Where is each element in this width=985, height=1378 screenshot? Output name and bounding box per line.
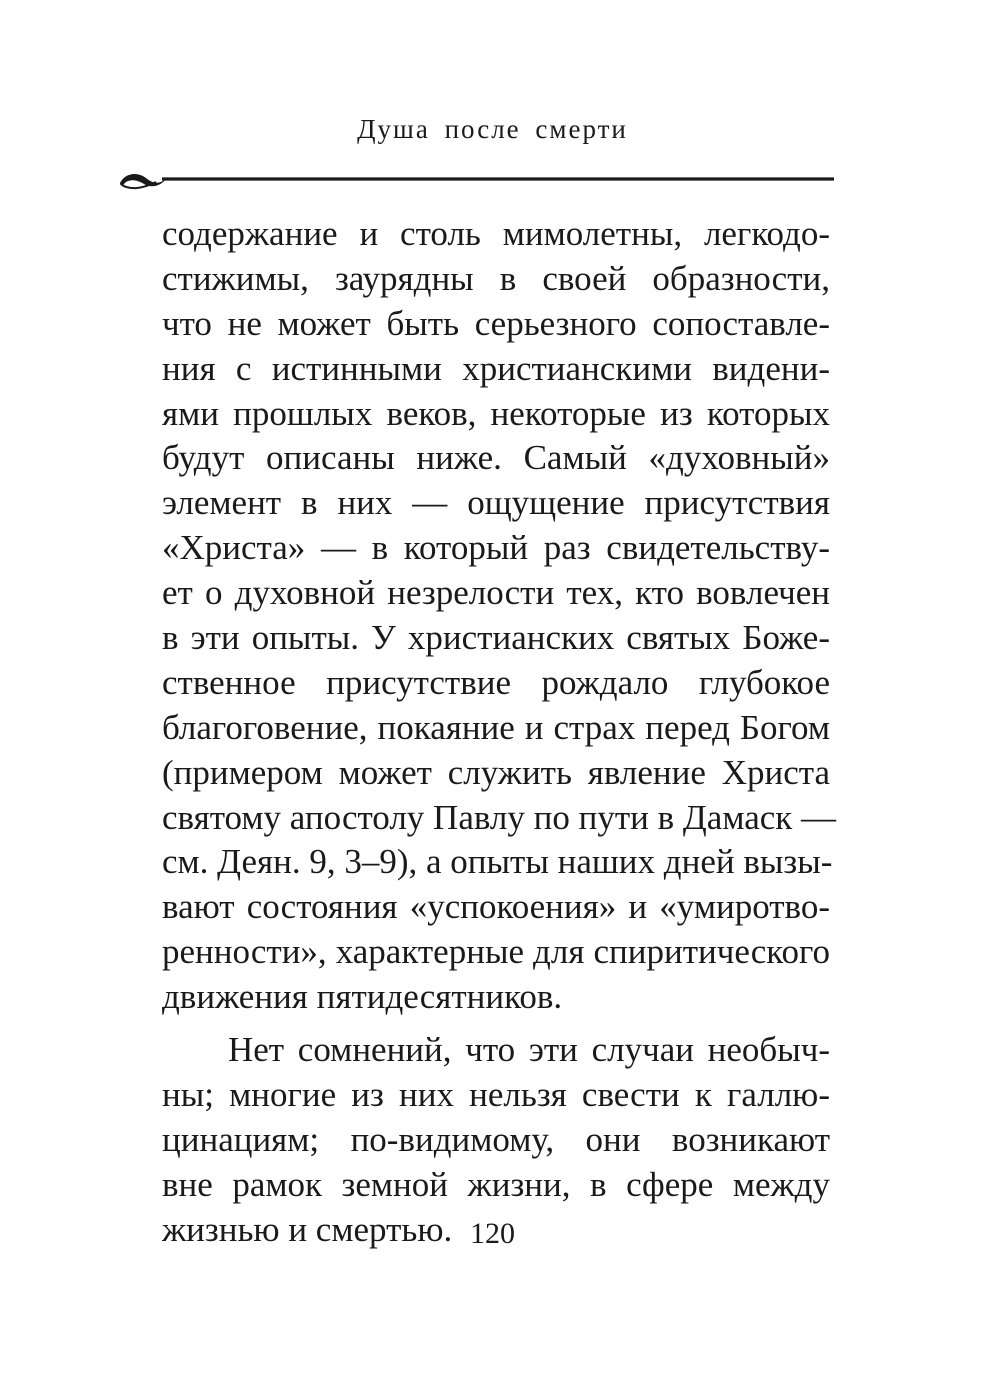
text-line: Нет сомнений, что эти случаи необыч- <box>228 1030 830 1070</box>
text-line: благоговение, покаяние и страх перед Богом <box>162 707 830 747</box>
paragraph-1 <box>162 212 837 1020</box>
text-line: «Христа» — в который раз свидетельству- <box>162 528 830 568</box>
text-line: стижимы, заурядны в своей образности, <box>162 258 830 298</box>
text-line: цинациям; по-видимому, они возникают <box>162 1119 830 1159</box>
text-line: элемент в них — ощущение присутствия <box>162 483 830 523</box>
text-line: ственное присутствие рождало глубокое <box>162 662 830 702</box>
text-line: ет о духовной незрелости тех, кто вовлечен <box>162 573 830 613</box>
body-text <box>162 212 837 1252</box>
text-line: ния с истинными христианскими видени- <box>162 348 830 388</box>
paragraph-spacer <box>162 1020 830 1028</box>
page-number: 120 <box>470 1217 515 1250</box>
text-line: (примером может служить явление Христа <box>162 752 830 792</box>
header-ornament-rule <box>116 164 834 194</box>
rule-flourish <box>120 174 166 186</box>
text-line: святому апостолу Павлу по пути в Дамаск — <box>162 797 837 837</box>
text-line: в эти опыты. У христианских святых Боже- <box>162 618 830 658</box>
text-line: жизнью и смертью. <box>162 1209 453 1249</box>
text-line: ны; многие из них нельзя свести к галлю- <box>162 1074 830 1114</box>
text-line: будут описаны ниже. Самый «духовный» <box>162 438 830 478</box>
text-line: ями прошлых веков, некоторые из которых <box>162 393 830 433</box>
text-line: движения пятидесятников. <box>162 977 563 1017</box>
text-line: вают состояния «успокоения» и «умиротво- <box>162 887 830 927</box>
text-line: содержание и столь мимолетны, легкодо- <box>162 214 830 253</box>
text-line: см. Деян. 9, 3–9), а опыты наших дней вызы- <box>162 842 833 882</box>
text-line: вне рамок земной жизни, в сфере между <box>162 1164 830 1204</box>
running-head-title: Душа после смерти <box>357 114 628 144</box>
text-line: что не может быть серьезного сопоставле- <box>162 303 830 343</box>
text-line: ренности», характерные для спиритического <box>162 932 830 972</box>
